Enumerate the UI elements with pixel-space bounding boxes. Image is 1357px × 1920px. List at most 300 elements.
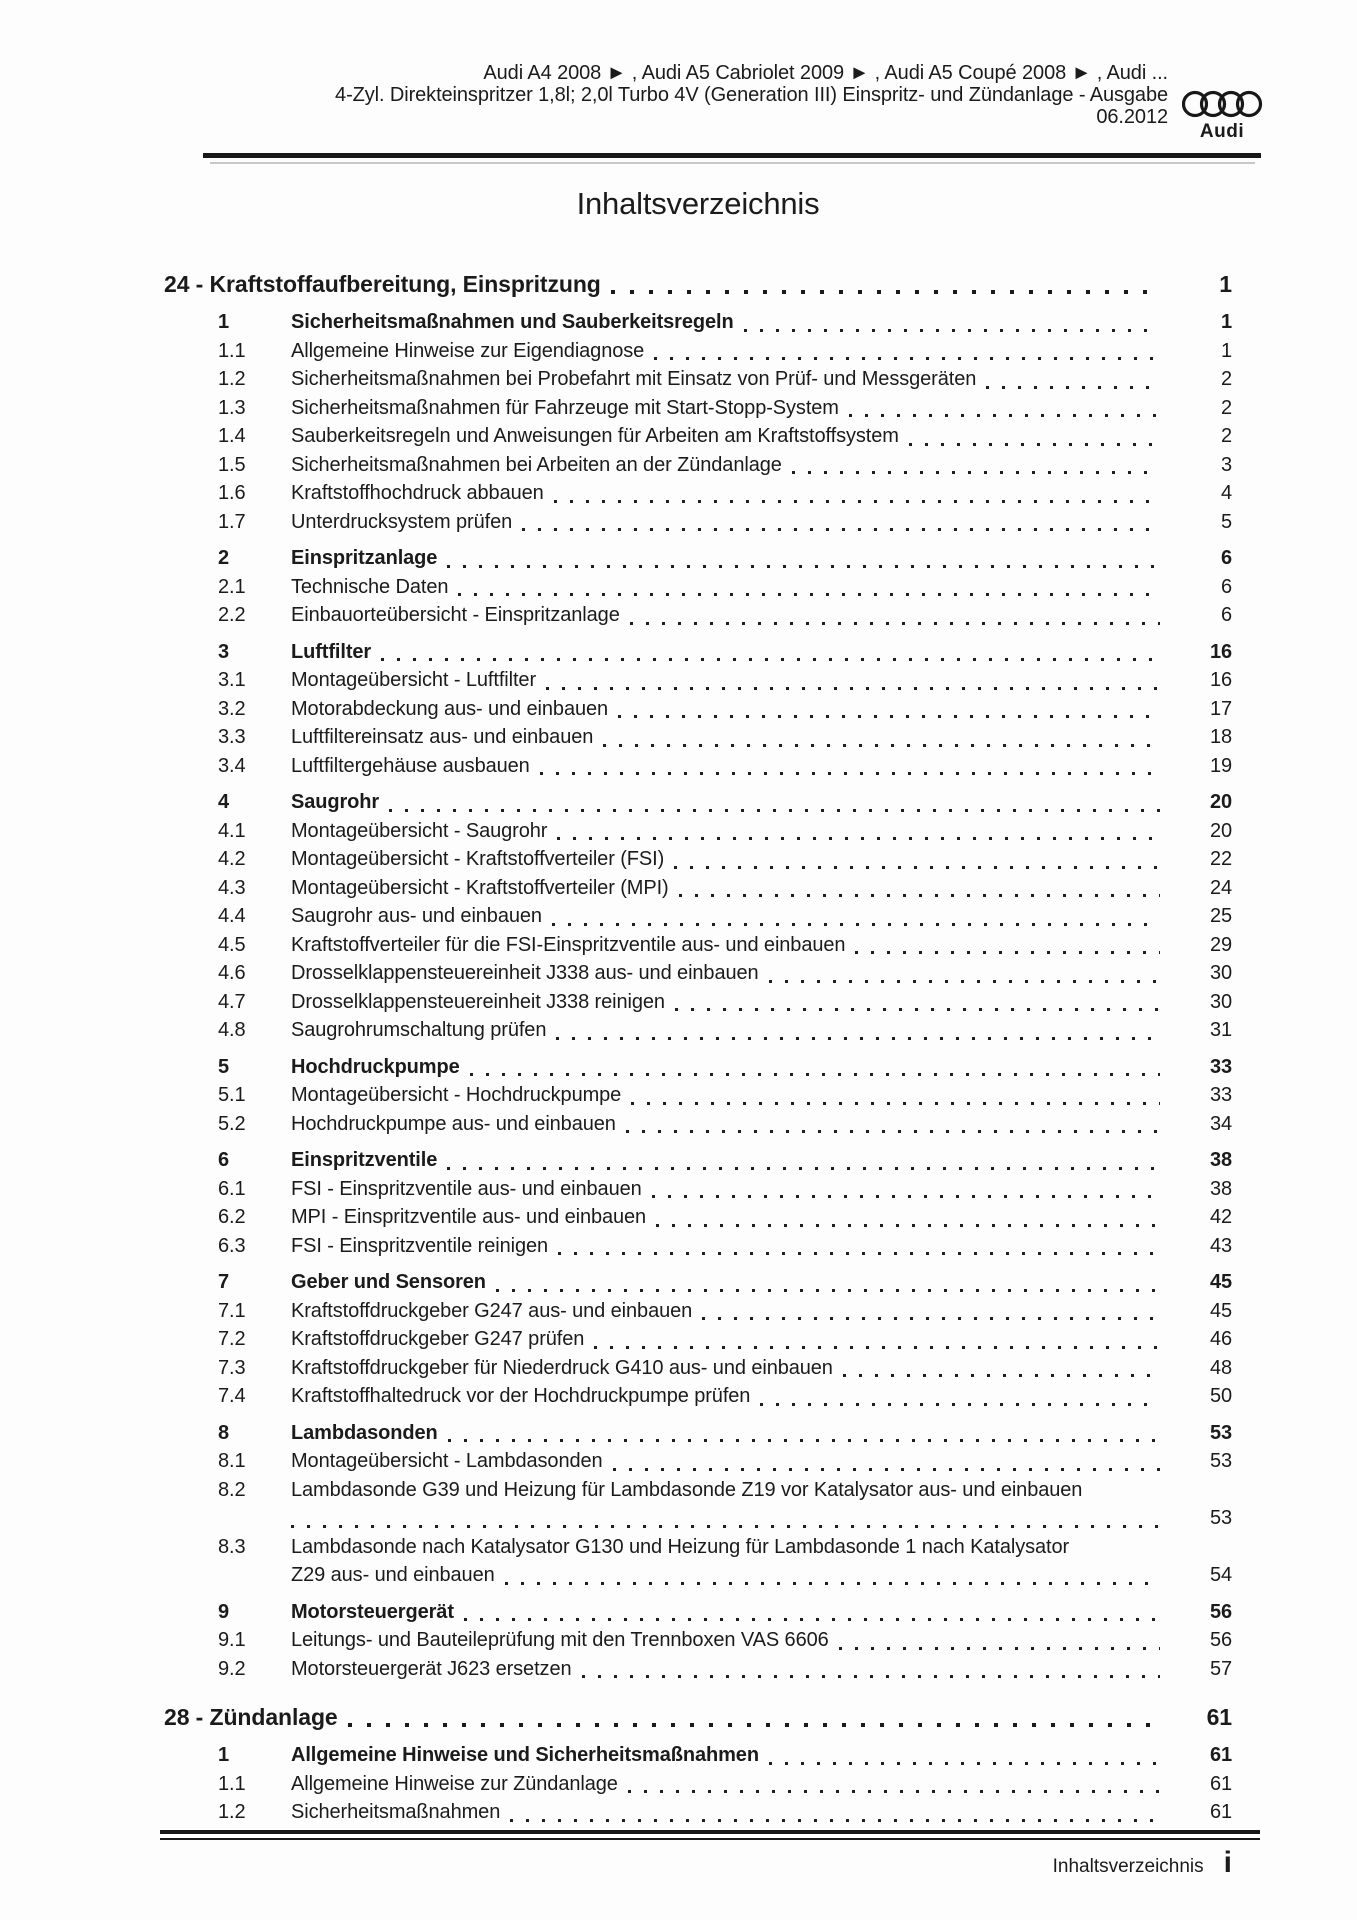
toc-entry bbox=[164, 845, 1232, 874]
toc-entry-number: 7.2 bbox=[218, 1328, 246, 1350]
toc-entry-page: 56 bbox=[1209, 1629, 1232, 1651]
toc-entry-body bbox=[291, 723, 1232, 752]
toc-entry bbox=[164, 1798, 1232, 1827]
toc-entry-title: Sicherheitsmaßnahmen für Fahrzeuge mit Start-Stopp-System bbox=[291, 396, 839, 419]
toc-entry-number: 8.2 bbox=[218, 1478, 246, 1501]
dot-leader bbox=[760, 1403, 1160, 1406]
toc-entry-line bbox=[291, 365, 1232, 394]
toc-entry-page: 17 bbox=[1209, 697, 1232, 720]
toc-entry bbox=[164, 394, 1232, 423]
toc-entry-number: 4.5 bbox=[218, 933, 246, 956]
toc-entry-page: 2 bbox=[1220, 425, 1232, 447]
dot-leader bbox=[505, 1582, 1160, 1585]
toc-entry-body bbox=[164, 268, 1232, 300]
toc-entry-title: Hochdruckpumpe bbox=[291, 1055, 460, 1078]
toc-entry bbox=[164, 788, 1232, 817]
toc-entry bbox=[164, 931, 1232, 960]
toc-entry-line bbox=[291, 1081, 1232, 1110]
toc-entry-body bbox=[291, 752, 1232, 781]
toc-entry-number: 4.7 bbox=[218, 990, 246, 1013]
toc-entry-title: 24 - Kraftstoffaufbereitung, Einspritzung bbox=[164, 271, 601, 297]
toc-entry-line bbox=[291, 1016, 1232, 1045]
dot-leader bbox=[654, 357, 1160, 360]
toc-entry-title: Hochdruckpumpe aus- und einbauen bbox=[291, 1112, 616, 1135]
dot-leader bbox=[679, 894, 1160, 897]
toc-entry-body bbox=[291, 1297, 1232, 1326]
toc-entry-title: Lambdasonden bbox=[291, 1421, 438, 1444]
toc-entry-title: Motorabdeckung aus- und einbauen bbox=[291, 697, 609, 720]
toc-entry bbox=[164, 1297, 1232, 1326]
toc-entry-number: 8 bbox=[218, 1421, 230, 1444]
toc-entry bbox=[164, 874, 1232, 903]
toc-entry bbox=[164, 544, 1232, 573]
toc-entry-body bbox=[291, 1354, 1232, 1383]
toc-entry-title: Saugrohr bbox=[291, 791, 380, 813]
toc-entry-line bbox=[291, 959, 1232, 988]
toc-entry-line bbox=[291, 931, 1232, 960]
toc-entry-page: 53 bbox=[1209, 1507, 1232, 1529]
toc-entry-body bbox=[291, 959, 1232, 988]
toc-entry-line bbox=[291, 874, 1232, 903]
toc-entry-page: 61 bbox=[1209, 1801, 1232, 1823]
toc-entry-title: Luftfiltergehäuse ausbauen bbox=[291, 754, 530, 777]
toc-entry-body bbox=[291, 988, 1232, 1017]
toc-entry-title: Leitungs- und Bauteileprüfung mit den Trennboxen VAS 6606 bbox=[291, 1629, 829, 1651]
dot-leader bbox=[447, 1167, 1160, 1170]
audi-logo bbox=[1181, 88, 1263, 143]
toc-entry bbox=[164, 1533, 1232, 1590]
toc-entry-number: 1.1 bbox=[218, 1772, 246, 1795]
toc-entry-body bbox=[291, 1268, 1232, 1297]
toc-entry bbox=[164, 1419, 1232, 1448]
toc-entry-body bbox=[291, 1476, 1232, 1533]
toc-entry-title: Kraftstoffdruckgeber für Niederdruck G410 aus- und einbauen bbox=[291, 1356, 833, 1379]
toc-entry-line bbox=[291, 308, 1232, 337]
toc-entry-page: 56 bbox=[1209, 1600, 1232, 1623]
toc-entry-title: MPI - Einspritzventile aus- und einbauen bbox=[291, 1206, 647, 1228]
toc-entry-body bbox=[291, 1232, 1232, 1261]
toc-entry-page: 61 bbox=[1209, 1744, 1232, 1766]
dot-leader bbox=[909, 443, 1160, 446]
dot-leader bbox=[557, 837, 1160, 840]
toc-entry-title: Kraftstoffhochdruck abbauen bbox=[291, 482, 544, 504]
toc-entry-body bbox=[291, 788, 1232, 817]
toc-entry bbox=[164, 1741, 1232, 1770]
toc-entry-body bbox=[291, 365, 1232, 394]
toc-entry-page: 53 bbox=[1209, 1450, 1232, 1472]
dot-leader bbox=[582, 1675, 1161, 1678]
toc-entry-number: 1.6 bbox=[218, 482, 246, 504]
dot-leader bbox=[631, 1102, 1160, 1105]
toc-entry-page: 6 bbox=[1220, 575, 1232, 598]
toc-entry-line bbox=[164, 268, 1232, 300]
toc-entry-line bbox=[291, 1232, 1232, 1261]
toc-entry-body bbox=[291, 1053, 1232, 1082]
toc-entry-line bbox=[291, 601, 1232, 630]
dot-leader bbox=[652, 1195, 1160, 1198]
toc-entry-number: 1.4 bbox=[218, 425, 246, 447]
toc-entry bbox=[164, 1447, 1232, 1476]
dot-leader bbox=[552, 923, 1160, 926]
toc-entry-page: 3 bbox=[1220, 453, 1232, 476]
toc-entry-number: 1.1 bbox=[218, 339, 246, 362]
toc-entry-title: Unterdrucksystem prüfen bbox=[291, 510, 513, 533]
dot-leader bbox=[702, 1317, 1160, 1320]
table-of-contents bbox=[164, 250, 1232, 1827]
toc-entry-title: Saugrohr aus- und einbauen bbox=[291, 905, 542, 927]
toc-entry-line bbox=[291, 508, 1232, 537]
toc-entry-page: 30 bbox=[1209, 962, 1232, 984]
toc-entry bbox=[164, 573, 1232, 602]
toc-entry-line bbox=[291, 394, 1232, 423]
toc-entry-number: 2.1 bbox=[218, 575, 246, 598]
toc-entry-number: 6.2 bbox=[218, 1206, 246, 1228]
toc-entry-line bbox=[291, 666, 1232, 695]
toc-entry-page: 61 bbox=[1209, 1772, 1232, 1795]
toc-entry-body bbox=[291, 1770, 1232, 1799]
toc-entry-body bbox=[291, 508, 1232, 537]
toc-entry-line bbox=[291, 1203, 1232, 1232]
toc-entry bbox=[164, 1626, 1232, 1655]
toc-entry-body bbox=[291, 931, 1232, 960]
toc-entry-page: 46 bbox=[1209, 1328, 1232, 1350]
toc-entry-page: 50 bbox=[1209, 1385, 1232, 1407]
toc-entry bbox=[164, 1146, 1232, 1175]
dot-leader bbox=[792, 471, 1160, 474]
toc-entry bbox=[164, 1203, 1232, 1232]
toc-entry bbox=[164, 365, 1232, 394]
toc-entry-line bbox=[291, 1598, 1232, 1627]
toc-entry-body bbox=[291, 817, 1232, 846]
toc-entry-line bbox=[291, 902, 1232, 931]
toc-entry-page: 43 bbox=[1209, 1234, 1232, 1257]
toc-entry-page: 33 bbox=[1209, 1084, 1232, 1106]
toc-entry-page: 18 bbox=[1209, 726, 1232, 748]
toc-entry-page: 38 bbox=[1209, 1149, 1232, 1171]
toc-entry-line bbox=[164, 1701, 1232, 1733]
toc-entry-number: 4 bbox=[218, 791, 230, 813]
toc-entry bbox=[164, 1476, 1232, 1533]
footer-divider bbox=[160, 1830, 1260, 1840]
toc-entry bbox=[164, 988, 1232, 1017]
toc-entry-number: 5.2 bbox=[218, 1112, 246, 1135]
toc-entry-number: 6 bbox=[218, 1149, 230, 1171]
toc-entry-title: Kraftstoffhaltedruck vor der Hochdruckpumpe prüfen bbox=[291, 1385, 751, 1407]
toc-entry bbox=[164, 1268, 1232, 1297]
dot-leader bbox=[849, 414, 1160, 417]
toc-entry-line bbox=[291, 337, 1232, 366]
toc-entry-title: Technische Daten bbox=[291, 575, 449, 598]
header-divider-shadow bbox=[210, 162, 1255, 164]
toc-entry bbox=[164, 1382, 1232, 1411]
toc-entry-page: 4 bbox=[1220, 482, 1232, 504]
toc-entry bbox=[164, 817, 1232, 846]
dot-leader bbox=[381, 658, 1160, 661]
toc-entry-page: 2 bbox=[1220, 396, 1232, 419]
toc-entry-line bbox=[291, 1053, 1232, 1082]
dot-leader bbox=[556, 1037, 1160, 1040]
dot-leader bbox=[626, 1130, 1160, 1133]
toc-entry-page: 1 bbox=[1220, 311, 1232, 333]
toc-entry-page: 25 bbox=[1209, 905, 1232, 927]
toc-entry-page: 6 bbox=[1220, 547, 1232, 569]
dot-leader bbox=[986, 386, 1160, 389]
toc-entry-title: Motorsteuergerät bbox=[291, 1600, 454, 1623]
dot-leader bbox=[546, 687, 1160, 690]
toc-entry-number: 4.1 bbox=[218, 819, 246, 842]
toc-entry-title: Allgemeine Hinweise und Sicherheitsmaßnahmen bbox=[291, 1744, 759, 1766]
toc-entry-number: 3.2 bbox=[218, 697, 246, 720]
toc-entry-page: 24 bbox=[1209, 876, 1232, 899]
toc-entry-body bbox=[291, 1146, 1232, 1175]
toc-entry-body bbox=[291, 422, 1232, 451]
toc-entry-page: 5 bbox=[1220, 510, 1232, 533]
toc-entry-line bbox=[291, 1504, 1232, 1533]
dot-leader bbox=[594, 1346, 1160, 1349]
toc-entry-number: 7.4 bbox=[218, 1385, 246, 1407]
toc-entry-line bbox=[291, 1325, 1232, 1354]
dot-leader bbox=[674, 866, 1160, 869]
toc-entry-line bbox=[291, 1297, 1232, 1326]
dot-leader bbox=[839, 1647, 1160, 1650]
toc-entry-title: Sicherheitsmaßnahmen bei Probefahrt mit Einsatz von Prüf- und Messgeräten bbox=[291, 368, 977, 390]
toc-entry-body bbox=[291, 845, 1232, 874]
toc-entry-body bbox=[291, 1081, 1232, 1110]
toc-entry-title: Sicherheitsmaßnahmen und Sauberkeitsregeln bbox=[291, 311, 734, 333]
toc-entry-title: Kraftstoffdruckgeber G247 prüfen bbox=[291, 1328, 585, 1350]
toc-entry-number: 4.2 bbox=[218, 848, 246, 870]
toc-entry-body bbox=[291, 902, 1232, 931]
toc-entry-number: 9.2 bbox=[218, 1657, 246, 1680]
toc-entry-page: 38 bbox=[1209, 1177, 1232, 1200]
toc-entry-page: 48 bbox=[1209, 1356, 1232, 1379]
toc-entry bbox=[164, 1655, 1232, 1684]
toc-entry-title: Allgemeine Hinweise zur Zündanlage bbox=[291, 1772, 618, 1795]
toc-entry-line bbox=[291, 1798, 1232, 1827]
toc-entry-body bbox=[291, 638, 1232, 667]
toc-entry-body bbox=[291, 1655, 1232, 1684]
toc-entry-title: Saugrohrumschaltung prüfen bbox=[291, 1019, 547, 1041]
toc-entry-page: 22 bbox=[1209, 848, 1232, 870]
toc-entry-title: Drosselklappensteuereinheit J338 reinigen bbox=[291, 990, 665, 1013]
dot-leader bbox=[675, 1008, 1160, 1011]
toc-entry-number: 7.1 bbox=[218, 1299, 246, 1322]
toc-entry-line bbox=[291, 1447, 1232, 1476]
toc-entry-page: 33 bbox=[1209, 1055, 1232, 1078]
toc-entry-number: 4.8 bbox=[218, 1019, 246, 1041]
audi-wordmark: Audi bbox=[1199, 121, 1245, 142]
toc-entry-line bbox=[291, 1382, 1232, 1411]
toc-entry-title: Sicherheitsmaßnahmen bbox=[291, 1801, 501, 1823]
dot-leader bbox=[769, 1762, 1160, 1765]
dot-leader bbox=[613, 1468, 1160, 1471]
toc-entry bbox=[164, 1053, 1232, 1082]
toc-entry-page: 45 bbox=[1209, 1271, 1232, 1293]
header-divider bbox=[203, 153, 1261, 158]
toc-entry bbox=[164, 902, 1232, 931]
toc-entry-title: Kraftstoffverteiler für die FSI-Einspritzventile aus- und einbauen bbox=[291, 933, 846, 956]
toc-entry-number: 7.3 bbox=[218, 1356, 246, 1379]
toc-entry-number: 4.3 bbox=[218, 876, 246, 899]
toc-entry-page: 20 bbox=[1209, 791, 1232, 813]
toc-entry-number: 1.5 bbox=[218, 453, 246, 476]
audi-rings-icon bbox=[1182, 88, 1262, 120]
toc-entry-line bbox=[291, 845, 1232, 874]
toc-entry-body bbox=[291, 1203, 1232, 1232]
dot-leader bbox=[540, 772, 1160, 775]
toc-entry-body bbox=[291, 308, 1232, 337]
toc-entry bbox=[164, 959, 1232, 988]
toc-entry-line bbox=[291, 1476, 1232, 1505]
dot-leader bbox=[348, 1723, 1160, 1727]
toc-entry bbox=[164, 1770, 1232, 1799]
toc-entry-number: 3.3 bbox=[218, 726, 246, 748]
dot-leader bbox=[522, 528, 1160, 531]
dot-leader bbox=[510, 1819, 1160, 1822]
toc-entry-body bbox=[291, 451, 1232, 480]
dot-leader bbox=[464, 1618, 1160, 1621]
toc-entry-body bbox=[291, 544, 1232, 573]
toc-entry bbox=[164, 638, 1232, 667]
footer-label: Inhaltsverzeichnis bbox=[1052, 1856, 1204, 1877]
page-title: Inhaltsverzeichnis bbox=[576, 186, 820, 221]
toc-entry-line bbox=[291, 788, 1232, 817]
toc-entry-number: 3 bbox=[218, 640, 230, 663]
toc-entry-line bbox=[291, 1268, 1232, 1297]
toc-entry bbox=[164, 1598, 1232, 1627]
toc-entry-number: 6.3 bbox=[218, 1234, 246, 1257]
toc-entry bbox=[164, 508, 1232, 537]
toc-entry bbox=[164, 1232, 1232, 1261]
header-edition: 06.2012 bbox=[1096, 106, 1168, 128]
toc-entry-line bbox=[291, 1626, 1232, 1655]
toc-entry-body bbox=[291, 1626, 1232, 1655]
toc-entry bbox=[164, 1354, 1232, 1383]
toc-entry-title: Sauberkeitsregeln und Anweisungen für Arbeiten am Kraftstoffsystem bbox=[291, 425, 899, 447]
toc-entry-number: 3.1 bbox=[218, 669, 246, 691]
toc-entry-number: 3.4 bbox=[218, 754, 246, 777]
toc-entry-number: 6.1 bbox=[218, 1177, 246, 1200]
toc-entry-body bbox=[291, 874, 1232, 903]
toc-entry-line bbox=[291, 752, 1232, 781]
toc-entry-number: 1.2 bbox=[218, 368, 246, 390]
toc-entry bbox=[164, 1110, 1232, 1139]
toc-entry-page: 16 bbox=[1209, 640, 1232, 663]
dot-leader bbox=[611, 290, 1160, 294]
toc-entry-page: 29 bbox=[1209, 933, 1232, 956]
toc-entry-number: 4.6 bbox=[218, 962, 246, 984]
dot-leader bbox=[603, 744, 1160, 747]
toc-entry-body bbox=[291, 1325, 1232, 1354]
toc-entry-page: 53 bbox=[1209, 1421, 1232, 1444]
document-header bbox=[164, 62, 1168, 128]
toc-entry bbox=[164, 1081, 1232, 1110]
toc-entry-page: 6 bbox=[1220, 604, 1232, 626]
dot-leader bbox=[291, 1525, 1160, 1528]
toc-entry bbox=[164, 479, 1232, 508]
toc-entry-body bbox=[291, 1598, 1232, 1627]
toc-entry-number: 2.2 bbox=[218, 604, 246, 626]
toc-entry-line bbox=[291, 1655, 1232, 1684]
toc-entry-number: 5 bbox=[218, 1055, 230, 1078]
toc-entry-title-continued: Z29 aus- und einbauen bbox=[291, 1564, 495, 1586]
toc-entry-body bbox=[291, 1798, 1232, 1827]
toc-entry-number: 9 bbox=[218, 1600, 230, 1623]
toc-entry-line bbox=[291, 1770, 1232, 1799]
toc-entry-title: Einbauorteübersicht - Einspritzanlage bbox=[291, 604, 620, 626]
toc-entry-line bbox=[291, 1741, 1232, 1770]
toc-entry-page: 30 bbox=[1209, 990, 1232, 1013]
toc-entry-body bbox=[291, 479, 1232, 508]
toc-entry-line bbox=[291, 1146, 1232, 1175]
toc-entry-number: 1 bbox=[218, 1744, 230, 1766]
toc-entry-number: 9.1 bbox=[218, 1629, 246, 1651]
toc-entry-body bbox=[291, 1382, 1232, 1411]
toc-entry-body bbox=[291, 337, 1232, 366]
toc-entry-title: Montageübersicht - Luftfilter bbox=[291, 669, 537, 691]
toc-entry-line bbox=[291, 479, 1232, 508]
toc-entry-line bbox=[291, 1175, 1232, 1204]
toc-entry-number: 2 bbox=[218, 547, 230, 569]
toc-entry-line bbox=[291, 817, 1232, 846]
dot-leader bbox=[630, 622, 1160, 625]
toc-entry bbox=[164, 1325, 1232, 1354]
toc-entry-title: Montageübersicht - Hochdruckpumpe bbox=[291, 1084, 622, 1106]
toc-entry-page: 54 bbox=[1209, 1564, 1232, 1586]
toc-entry bbox=[164, 422, 1232, 451]
toc-entry bbox=[164, 752, 1232, 781]
toc-entry bbox=[164, 451, 1232, 480]
toc-entry bbox=[164, 308, 1232, 337]
toc-entry bbox=[164, 601, 1232, 630]
toc-entry-line bbox=[291, 1354, 1232, 1383]
toc-entry-page: 1 bbox=[1220, 339, 1232, 362]
toc-entry-title: Montageübersicht - Saugrohr bbox=[291, 819, 548, 842]
toc-entry-number: 1 bbox=[218, 311, 230, 333]
toc-entry-title: FSI - Einspritzventile aus- und einbauen bbox=[291, 1177, 642, 1200]
toc-entry-title: Lambdasonde nach Katalysator G130 und Heizung für Lambdasonde 1 nach Katalysator bbox=[291, 1535, 1070, 1558]
toc-entry-title: FSI - Einspritzventile reinigen bbox=[291, 1234, 549, 1257]
toc-entry-body bbox=[164, 1701, 1232, 1733]
toc-entry bbox=[164, 666, 1232, 695]
toc-entry-title: Einspritzanlage bbox=[291, 547, 438, 569]
toc-entry bbox=[164, 337, 1232, 366]
toc-entry-page: 45 bbox=[1209, 1299, 1232, 1322]
toc-entry-line bbox=[291, 695, 1232, 724]
toc-entry bbox=[164, 723, 1232, 752]
toc-entry-title: Montageübersicht - Kraftstoffverteiler (MPI) bbox=[291, 876, 669, 899]
toc-entry-title: Luftfilter bbox=[291, 640, 372, 663]
toc-entry bbox=[164, 695, 1232, 724]
dot-leader bbox=[628, 1790, 1160, 1793]
toc-entry-line bbox=[291, 723, 1232, 752]
toc-entry-line bbox=[291, 573, 1232, 602]
dot-leader bbox=[744, 329, 1160, 332]
dot-leader bbox=[496, 1289, 1160, 1292]
dot-leader bbox=[458, 593, 1160, 596]
toc-entry-body bbox=[291, 1016, 1232, 1045]
toc-entry-page: 16 bbox=[1209, 669, 1232, 691]
toc-entry-line bbox=[291, 638, 1232, 667]
dot-leader bbox=[470, 1073, 1160, 1076]
toc-entry-page: 42 bbox=[1209, 1206, 1232, 1228]
toc-entry-body bbox=[291, 1741, 1232, 1770]
toc-entry-title: Lambdasonde G39 und Heizung für Lambdasonde Z19 vor Katalysator aus- und einbauen bbox=[291, 1478, 1083, 1501]
toc-entry-title: Montageübersicht - Lambdasonden bbox=[291, 1450, 603, 1472]
toc-entry-body bbox=[291, 394, 1232, 423]
toc-entry-line bbox=[291, 988, 1232, 1017]
toc-entry-body bbox=[291, 1533, 1232, 1590]
